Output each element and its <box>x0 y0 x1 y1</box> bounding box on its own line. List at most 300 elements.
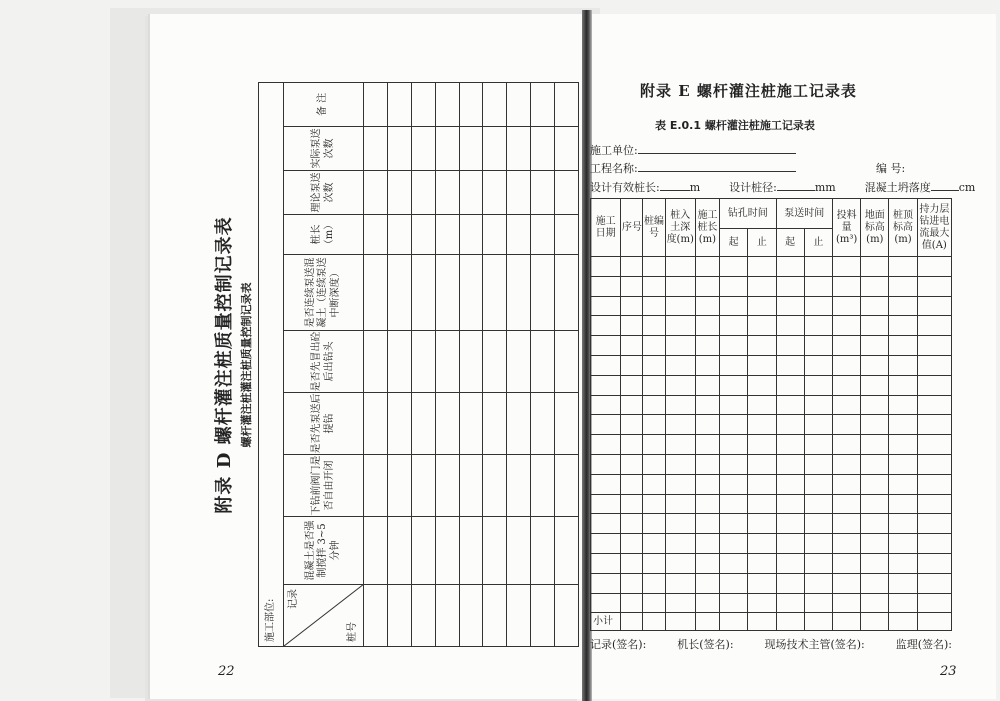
table-cell <box>917 474 951 494</box>
hdr-pump-end: 止 <box>804 229 832 257</box>
table-cell <box>621 474 643 494</box>
slump-unit: cm <box>958 181 976 194</box>
table-cell <box>776 296 804 316</box>
slump-field <box>931 179 959 191</box>
appendix-d-title: 附录 D 螺杆灌注桩质量控制记录表 <box>214 216 235 514</box>
unit-line <box>590 142 796 158</box>
table-row <box>591 573 952 593</box>
table-cell <box>364 517 388 585</box>
table-cell <box>917 494 951 514</box>
table-cell <box>720 454 748 474</box>
construction-record-table <box>590 198 952 631</box>
table-cell <box>861 553 889 573</box>
table-cell <box>507 215 531 255</box>
table-cell <box>621 257 643 277</box>
table-cell <box>459 171 483 215</box>
table-row <box>591 395 952 415</box>
table-cell <box>776 257 804 277</box>
table-cell <box>804 355 832 375</box>
table-cell <box>917 375 951 395</box>
hdr-pump-start: 起 <box>776 229 804 257</box>
table-cell <box>720 573 748 593</box>
table-cell <box>804 593 832 613</box>
table-cell <box>531 455 555 517</box>
appendix-d-section <box>214 83 578 647</box>
table-cell <box>459 82 483 126</box>
table-cell <box>531 585 555 647</box>
table-cell <box>804 276 832 296</box>
table-cell <box>804 375 832 395</box>
table-cell <box>435 127 459 171</box>
table-cell <box>555 255 579 331</box>
table-cell <box>387 393 411 455</box>
table-cell <box>435 393 459 455</box>
table-cell <box>531 127 555 171</box>
subtotal-row <box>591 613 952 631</box>
table-cell <box>832 316 860 336</box>
table-cell <box>591 375 621 395</box>
table-cell <box>507 255 531 331</box>
table-row <box>591 553 952 573</box>
table-cell <box>555 393 579 455</box>
site-label: 施工部位: <box>259 82 284 646</box>
header-row <box>284 82 364 646</box>
col-mixing: 混凝土是否强制搅拌 3~5 分钟 <box>284 517 364 585</box>
appendix-d-table-title: 螺杆灌注桩灌注桩质量控制记录表 <box>240 282 253 448</box>
table-cell <box>387 82 411 126</box>
table-cell <box>861 316 889 336</box>
table-cell <box>643 593 665 613</box>
table-cell <box>861 593 889 613</box>
table-cell <box>411 331 435 393</box>
design-line <box>590 179 975 195</box>
table-cell <box>531 171 555 215</box>
table-row <box>591 514 952 534</box>
table-cell <box>459 585 483 647</box>
table-cell <box>917 514 951 534</box>
table-cell <box>435 585 459 647</box>
hdr-drill-end: 止 <box>748 229 776 257</box>
table-cell <box>776 415 804 435</box>
table-cell <box>804 316 832 336</box>
hdr-length: 施工桩长(m) <box>695 199 719 257</box>
table-cell <box>861 573 889 593</box>
table-cell <box>364 585 388 647</box>
project-field <box>638 160 796 172</box>
table-cell <box>776 534 804 554</box>
table-cell <box>555 215 579 255</box>
length-unit: m <box>689 181 701 194</box>
table-cell <box>643 276 665 296</box>
table-cell <box>435 455 459 517</box>
table-cell <box>411 517 435 585</box>
table-cell <box>776 593 804 613</box>
table-cell <box>695 553 719 573</box>
table-cell <box>917 573 951 593</box>
table-cell <box>621 395 643 415</box>
table-cell <box>861 257 889 277</box>
table-cell <box>889 336 917 356</box>
table-cell <box>889 553 917 573</box>
table-cell <box>665 494 695 514</box>
table-cell <box>621 593 643 613</box>
table-cell <box>695 336 719 356</box>
table-cell <box>643 355 665 375</box>
table-row <box>591 454 952 474</box>
hdr-seq: 序号 <box>621 199 643 257</box>
diameter-unit: mm <box>814 181 836 194</box>
table-cell <box>776 355 804 375</box>
table-cell <box>531 331 555 393</box>
table-cell <box>621 415 643 435</box>
hdr-top: 桩顶标高(m) <box>889 199 917 257</box>
table-cell <box>748 276 776 296</box>
table-cell <box>720 336 748 356</box>
table-cell <box>748 553 776 573</box>
table-cell <box>643 415 665 435</box>
table-cell <box>889 494 917 514</box>
table-cell <box>720 514 748 534</box>
table-cell <box>643 553 665 573</box>
table-cell <box>695 415 719 435</box>
slump-label: 混凝土坍落度 <box>864 181 931 194</box>
table-cell <box>695 593 719 613</box>
table-cell <box>695 494 719 514</box>
table-cell <box>387 255 411 331</box>
table-cell <box>748 534 776 554</box>
table-cell <box>435 517 459 585</box>
table-cell <box>555 585 579 647</box>
hdr-current: 持力层钻进电流最大值(A) <box>917 199 951 257</box>
table-cell <box>695 395 719 415</box>
table-row <box>591 435 952 455</box>
table-row <box>591 355 952 375</box>
table-cell <box>387 517 411 585</box>
table-cell <box>889 375 917 395</box>
table-cell <box>720 276 748 296</box>
length-field <box>660 179 690 191</box>
table-cell <box>889 415 917 435</box>
sig-site-supervisor: 现场技术主管(签名): <box>764 638 865 651</box>
table-row <box>411 82 435 646</box>
table-cell <box>621 553 643 573</box>
table-cell <box>720 395 748 415</box>
table-cell <box>917 415 951 435</box>
table-cell <box>507 82 531 126</box>
table-cell <box>861 276 889 296</box>
table-cell <box>720 257 748 277</box>
table-cell <box>748 435 776 455</box>
table-cell <box>555 127 579 171</box>
table-cell <box>832 355 860 375</box>
table-cell <box>889 316 917 336</box>
table-cell <box>776 316 804 336</box>
table-cell <box>621 494 643 514</box>
table-cell <box>387 455 411 517</box>
table-cell <box>695 257 719 277</box>
table-cell <box>507 393 531 455</box>
table-cell <box>889 534 917 554</box>
table-cell <box>804 435 832 455</box>
table-cell <box>720 435 748 455</box>
table-cell <box>720 355 748 375</box>
table-cell <box>861 474 889 494</box>
table-cell <box>748 514 776 534</box>
table-cell <box>621 336 643 356</box>
table-cell <box>832 593 860 613</box>
table-cell <box>861 435 889 455</box>
table-cell <box>411 215 435 255</box>
table-cell <box>621 316 643 336</box>
col-valve: 下钻前阀门是否自由开闭 <box>284 455 364 517</box>
length-label: 设计有效桩长: <box>590 181 660 194</box>
table-cell <box>364 127 388 171</box>
table-cell <box>591 435 621 455</box>
table-cell <box>483 517 507 585</box>
table-cell <box>459 127 483 171</box>
table-row <box>459 82 483 646</box>
table-cell <box>832 435 860 455</box>
table-cell <box>720 593 748 613</box>
table-cell <box>889 355 917 375</box>
table-cell <box>720 415 748 435</box>
table-cell <box>555 455 579 517</box>
table-cell <box>861 375 889 395</box>
table-cell <box>720 553 748 573</box>
table-cell <box>832 534 860 554</box>
table-cell <box>411 393 435 455</box>
table-cell <box>832 573 860 593</box>
table-cell <box>643 375 665 395</box>
table-cell <box>555 517 579 585</box>
table-cell <box>591 553 621 573</box>
table-cell <box>435 215 459 255</box>
table-cell <box>889 454 917 474</box>
table-cell <box>483 393 507 455</box>
table-cell <box>387 585 411 647</box>
table-cell <box>591 514 621 534</box>
signature-line <box>590 636 952 652</box>
appendix-e-title: 附录 E 螺杆灌注桩施工记录表 <box>640 82 857 100</box>
table-cell <box>695 514 719 534</box>
table-cell <box>531 393 555 455</box>
table-cell <box>665 355 695 375</box>
table-cell <box>695 316 719 336</box>
table-cell <box>387 171 411 215</box>
table-cell <box>507 331 531 393</box>
sig-record: 记录(签名): <box>590 638 647 651</box>
table-cell <box>364 171 388 215</box>
table-cell <box>621 355 643 375</box>
table-cell <box>832 336 860 356</box>
table-row <box>507 82 531 646</box>
table-cell <box>643 494 665 514</box>
table-cell <box>720 296 748 316</box>
table-row <box>435 82 459 646</box>
table-row <box>591 316 952 336</box>
table-cell <box>720 474 748 494</box>
table-cell <box>621 435 643 455</box>
table-cell <box>695 375 719 395</box>
table-cell <box>591 415 621 435</box>
table-cell <box>748 316 776 336</box>
table-cell <box>665 375 695 395</box>
table-row <box>591 534 952 554</box>
table-cell <box>861 494 889 514</box>
table-cell <box>591 355 621 375</box>
table-cell <box>643 573 665 593</box>
table-cell <box>665 336 695 356</box>
table-row <box>531 82 555 646</box>
table-cell <box>889 296 917 316</box>
table-cell <box>832 257 860 277</box>
table-cell <box>776 336 804 356</box>
table-cell <box>364 393 388 455</box>
table-cell <box>483 585 507 647</box>
project-label: 工程名称: <box>590 162 638 175</box>
table-row <box>591 415 952 435</box>
table-row <box>591 336 952 356</box>
table-cell <box>591 296 621 316</box>
table-cell <box>483 255 507 331</box>
table-cell <box>917 296 951 316</box>
table-cell <box>483 171 507 215</box>
table-cell <box>776 395 804 415</box>
left-page-number: 22 <box>218 664 235 679</box>
diameter-label: 设计桩径: <box>729 181 777 194</box>
table-cell <box>889 593 917 613</box>
table-cell <box>748 474 776 494</box>
diameter-field <box>777 179 815 191</box>
table-cell <box>748 415 776 435</box>
table-cell <box>889 435 917 455</box>
diag-bottom-label: 桩号 <box>346 622 358 642</box>
table-cell <box>720 534 748 554</box>
table-cell <box>364 455 388 517</box>
table-cell <box>555 331 579 393</box>
table-cell <box>643 395 665 415</box>
hdr-drill-time: 钻孔时间 <box>720 199 776 229</box>
table-cell <box>695 534 719 554</box>
table-row <box>555 82 579 646</box>
unit-label: 施工单位: <box>590 144 638 157</box>
table-cell <box>695 454 719 474</box>
table-cell <box>459 455 483 517</box>
table-cell <box>483 127 507 171</box>
table-cell <box>665 276 695 296</box>
table-cell <box>804 257 832 277</box>
unit-field <box>638 142 796 154</box>
table-cell <box>665 454 695 474</box>
table-cell <box>643 514 665 534</box>
table-cell <box>665 316 695 336</box>
table-cell <box>832 375 860 395</box>
hdr-ground: 地面标高(m) <box>861 199 889 257</box>
table-cell <box>695 573 719 593</box>
table-row <box>387 82 411 646</box>
table-cell <box>695 296 719 316</box>
col-remarks: 备 注 <box>284 82 364 126</box>
table-cell <box>832 395 860 415</box>
table-cell <box>917 534 951 554</box>
table-cell <box>555 82 579 126</box>
table-cell <box>411 455 435 517</box>
subtotal-label: 小计 <box>591 613 621 631</box>
table-cell <box>917 395 951 415</box>
table-cell <box>665 435 695 455</box>
table-cell <box>591 316 621 336</box>
table-cell <box>665 514 695 534</box>
table-cell <box>832 553 860 573</box>
appendix-e-table-title: 表 E.0.1 螺杆灌注桩施工记录表 <box>655 119 815 132</box>
table-cell <box>507 127 531 171</box>
table-cell <box>665 573 695 593</box>
table-cell <box>643 257 665 277</box>
table-cell <box>861 454 889 474</box>
table-cell <box>483 82 507 126</box>
table-cell <box>748 296 776 316</box>
table-cell <box>435 331 459 393</box>
table-cell <box>804 415 832 435</box>
hdr-depth: 桩入土深度(m) <box>665 199 695 257</box>
hdr-drill-start: 起 <box>720 229 748 257</box>
table-cell <box>695 355 719 375</box>
table-cell <box>621 573 643 593</box>
right-page-number: 23 <box>940 664 957 679</box>
table-cell <box>889 573 917 593</box>
table-cell <box>804 573 832 593</box>
table-cell <box>917 316 951 336</box>
table-cell <box>435 255 459 331</box>
table-cell <box>507 171 531 215</box>
table-cell <box>804 553 832 573</box>
table-cell <box>591 454 621 474</box>
sig-operator: 机长(签名): <box>677 638 734 651</box>
table-cell <box>387 331 411 393</box>
diagonal-header-cell <box>284 585 364 647</box>
sig-supervisor: 监理(签名): <box>895 638 952 651</box>
table-cell <box>776 573 804 593</box>
table-cell <box>917 454 951 474</box>
table-cell <box>621 514 643 534</box>
table-cell <box>776 514 804 534</box>
table-row <box>483 82 507 646</box>
table-cell <box>665 415 695 435</box>
table-cell <box>643 316 665 336</box>
table-cell <box>364 255 388 331</box>
table-cell <box>917 276 951 296</box>
table-cell <box>832 454 860 474</box>
table-cell <box>832 296 860 316</box>
table-row <box>591 494 952 514</box>
table-row <box>364 82 388 646</box>
table-cell <box>591 257 621 277</box>
table-cell <box>832 494 860 514</box>
diag-top-label: 记录 <box>288 589 299 609</box>
table-cell <box>435 82 459 126</box>
table-cell <box>591 573 621 593</box>
table-cell <box>459 331 483 393</box>
col-theory-pumps: 理论泵送次数 <box>284 171 364 215</box>
table-cell <box>776 494 804 514</box>
table-row <box>591 474 952 494</box>
table-cell <box>776 276 804 296</box>
table-cell <box>483 215 507 255</box>
table-cell <box>555 171 579 215</box>
table-cell <box>643 296 665 316</box>
table-cell <box>720 316 748 336</box>
table-cell <box>695 474 719 494</box>
